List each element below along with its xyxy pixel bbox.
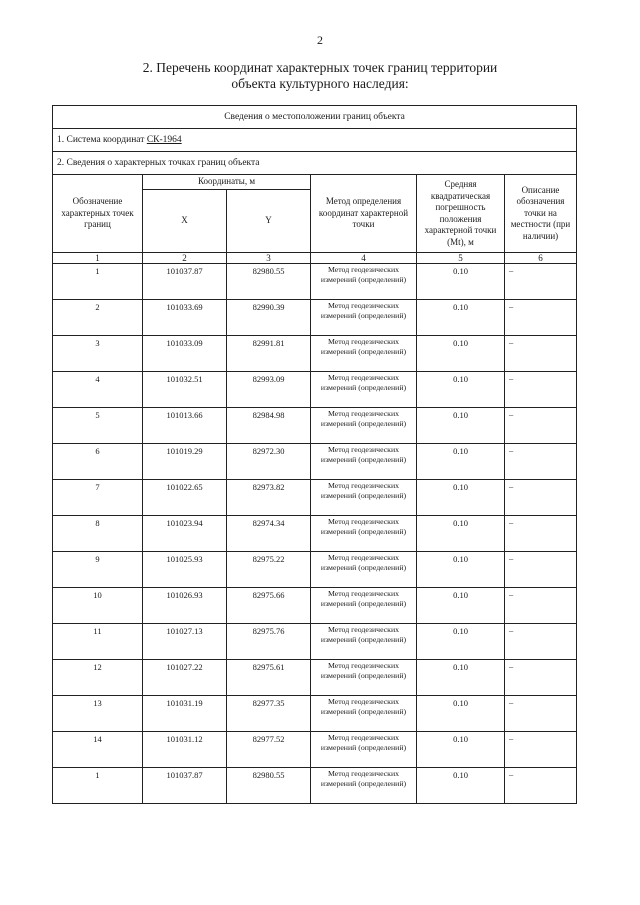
method-cell: Метод геодезических измерений (определений) [311,768,417,804]
heading-line-2: объекта культурного наследия: [231,76,409,91]
method-cell: Метод геодезических измерений (определений) [311,552,417,588]
point-cell: 3 [53,336,143,372]
y-coordinate-cell: 82975.76 [227,624,311,660]
description-cell: – [505,624,577,660]
header-point: Обозначение характерных точек границ [53,175,143,253]
description-cell: – [505,336,577,372]
point-cell: 7 [53,480,143,516]
x-coordinate-cell: 101033.69 [143,300,227,336]
method-cell: Метод геодезических измерений (определений) [311,408,417,444]
method-cell: Метод геодезических измерений (определений) [311,300,417,336]
table-row [53,444,577,480]
x-coordinate-cell: 101031.19 [143,696,227,732]
description-cell: – [505,588,577,624]
y-coordinate-cell: 82993.09 [227,372,311,408]
description-cell: – [505,264,577,300]
table-row [53,588,577,624]
point-cell: 12 [53,660,143,696]
coord-system-label: 1. Система координат [57,135,145,145]
header-x: X [143,190,227,253]
method-cell: Метод геодезических измерений (определений) [311,732,417,768]
header-row-1 [53,175,577,190]
method-cell: Метод геодезических измерений (определений) [311,516,417,552]
error-cell: 0.10 [417,336,505,372]
description-cell: – [505,696,577,732]
error-cell: 0.10 [417,516,505,552]
column-number: 1 [53,253,143,264]
x-coordinate-cell: 101026.93 [143,588,227,624]
error-cell: 0.10 [417,588,505,624]
method-cell: Метод геодезических измерений (определений) [311,336,417,372]
y-coordinate-cell: 82975.61 [227,660,311,696]
table-row [53,732,577,768]
table-row [53,336,577,372]
x-coordinate-cell: 101025.93 [143,552,227,588]
table-row [53,372,577,408]
method-cell: Метод геодезических измерений (определений) [311,480,417,516]
error-cell: 0.10 [417,732,505,768]
page-number: 2 [317,33,323,47]
y-coordinate-cell: 82977.35 [227,696,311,732]
x-coordinate-cell: 101019.29 [143,444,227,480]
error-cell: 0.10 [417,696,505,732]
error-cell: 0.10 [417,264,505,300]
error-cell: 0.10 [417,480,505,516]
description-cell: – [505,660,577,696]
table-row [53,768,577,804]
table-row [53,516,577,552]
header-description: Описание обозначения точки на местности (при наличии) [505,175,577,253]
x-coordinate-cell: 101027.22 [143,660,227,696]
table-body [53,106,577,804]
table-row [53,696,577,732]
column-numbers-row [53,253,577,264]
column-number: 3 [227,253,311,264]
error-cell: 0.10 [417,552,505,588]
points-label: 2. Сведения о характерных точках границ объекта [53,152,577,175]
x-coordinate-cell: 101027.13 [143,624,227,660]
point-cell: 2 [53,300,143,336]
point-cell: 4 [53,372,143,408]
table-row [53,552,577,588]
coord-system-value: СК-1964 [146,135,182,145]
points-label-row [53,152,577,175]
x-coordinate-cell: 101037.87 [143,768,227,804]
point-cell: 1 [53,768,143,804]
error-cell: 0.10 [417,660,505,696]
method-cell: Метод геодезических измерений (определений) [311,696,417,732]
method-cell: Метод геодезических измерений (определений) [311,264,417,300]
column-number: 5 [417,253,505,264]
table-row [53,624,577,660]
point-cell: 10 [53,588,143,624]
description-cell: – [505,768,577,804]
description-cell: – [505,300,577,336]
x-coordinate-cell: 101033.09 [143,336,227,372]
header-error: Средняя квадратическая погрешность положения характерной точки (Mt), м [417,175,505,253]
description-cell: – [505,516,577,552]
point-cell: 11 [53,624,143,660]
error-cell: 0.10 [417,624,505,660]
error-cell: 0.10 [417,372,505,408]
y-coordinate-cell: 82980.55 [227,768,311,804]
method-cell: Метод геодезических измерений (определений) [311,588,417,624]
y-coordinate-cell: 82975.22 [227,552,311,588]
table-row [53,660,577,696]
point-cell: 5 [53,408,143,444]
method-cell: Метод геодезических измерений (определений) [311,444,417,480]
y-coordinate-cell: 82984.98 [227,408,311,444]
coordinates-table-container [52,105,576,804]
y-coordinate-cell: 82977.52 [227,732,311,768]
header-y: Y [227,190,311,253]
header-coords: Координаты, м [143,175,311,190]
description-cell: – [505,480,577,516]
description-cell: – [505,408,577,444]
table-row [53,408,577,444]
point-cell: 9 [53,552,143,588]
x-coordinate-cell: 101022.65 [143,480,227,516]
description-cell: – [505,552,577,588]
description-cell: – [505,732,577,768]
table-row [53,300,577,336]
x-coordinate-cell: 101032.51 [143,372,227,408]
x-coordinate-cell: 101013.66 [143,408,227,444]
description-cell: – [505,372,577,408]
x-coordinate-cell: 101023.94 [143,516,227,552]
error-cell: 0.10 [417,444,505,480]
error-cell: 0.10 [417,408,505,444]
method-cell: Метод геодезических измерений (определений) [311,660,417,696]
column-number: 4 [311,253,417,264]
point-cell: 13 [53,696,143,732]
x-coordinate-cell: 101031.12 [143,732,227,768]
coordinates-table [52,105,577,804]
coord-system-cell [53,129,577,152]
section-title-row [53,106,577,129]
y-coordinate-cell: 82973.82 [227,480,311,516]
column-number: 6 [505,253,577,264]
y-coordinate-cell: 82975.66 [227,588,311,624]
method-cell: Метод геодезических измерений (определений) [311,624,417,660]
y-coordinate-cell: 82991.81 [227,336,311,372]
point-cell: 6 [53,444,143,480]
error-cell: 0.10 [417,768,505,804]
table-row [53,264,577,300]
x-coordinate-cell: 101037.87 [143,264,227,300]
y-coordinate-cell: 82974.34 [227,516,311,552]
point-cell: 1 [53,264,143,300]
y-coordinate-cell: 82972.30 [227,444,311,480]
y-coordinate-cell: 82980.55 [227,264,311,300]
point-cell: 14 [53,732,143,768]
section-title: Сведения о местоположении границ объекта [53,106,577,129]
coord-system-row [53,129,577,152]
point-cell: 8 [53,516,143,552]
table-row [53,480,577,516]
y-coordinate-cell: 82990.39 [227,300,311,336]
column-number: 2 [143,253,227,264]
heading-line-1: 2. Перечень координат характерных точек границ территории [142,60,498,75]
method-cell: Метод геодезических измерений (определений) [311,372,417,408]
page-heading [0,60,640,92]
error-cell: 0.10 [417,300,505,336]
header-method: Метод определения координат характерной точки [311,175,417,253]
description-cell: – [505,444,577,480]
